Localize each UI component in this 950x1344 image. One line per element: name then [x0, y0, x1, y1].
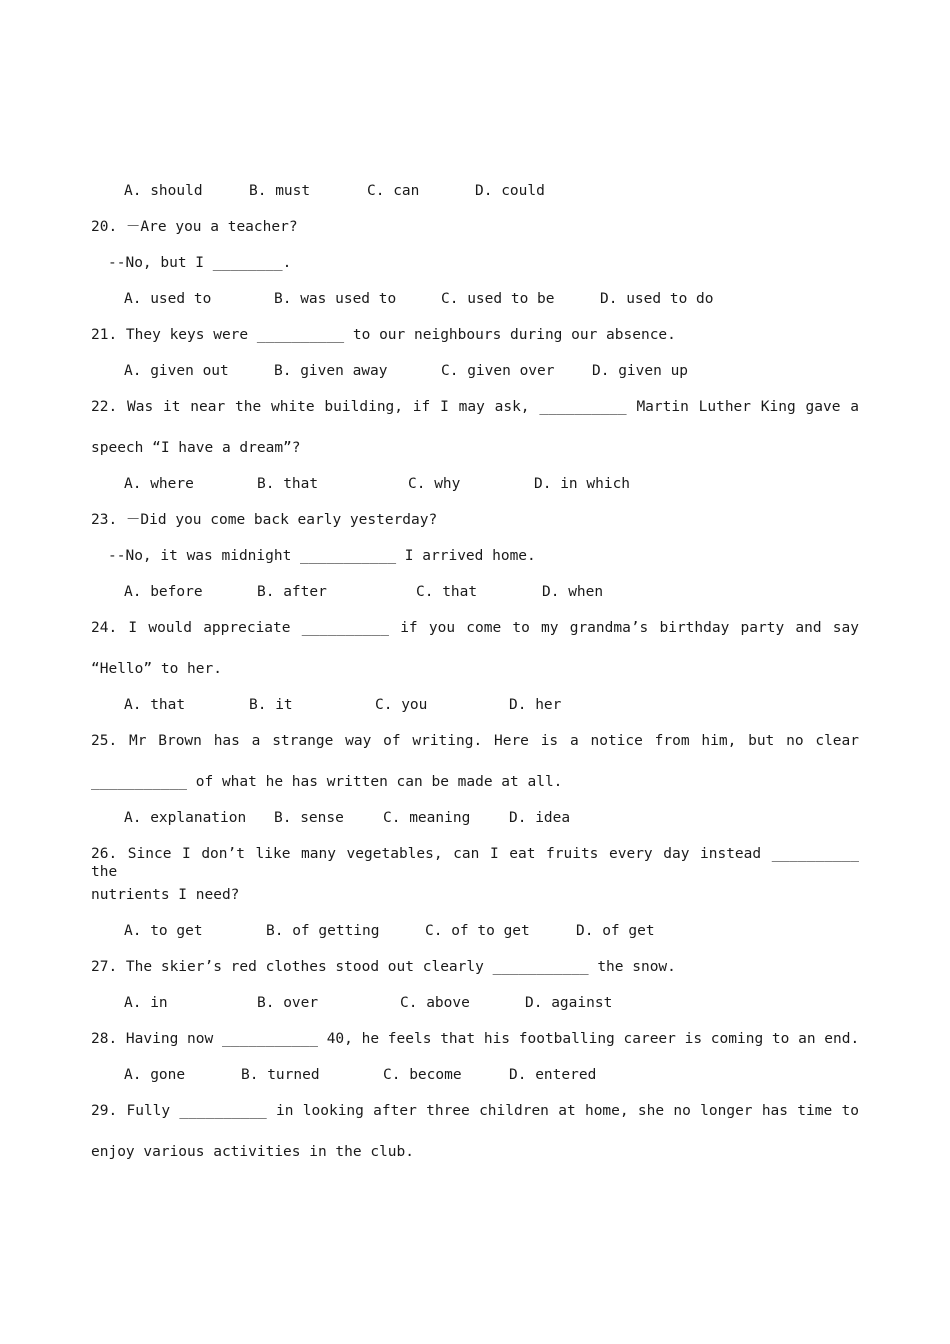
q26-option-d: D. of get — [576, 923, 655, 939]
q26-options — [124, 922, 655, 940]
q29-stem: 29. Fully __________ in looking after three children at home, she no longer has time to — [91, 1103, 859, 1119]
q23-option-b: B. after — [257, 584, 327, 600]
q22-stem-cont: speech “I have a dream”? — [91, 440, 301, 456]
q22-stem: 22. Was it near the white building, if I may ask, __________ Martin Luther King gave a — [91, 399, 859, 415]
q20-option-a: A. used to — [124, 291, 212, 307]
q27-options — [124, 994, 613, 1012]
q23-option-c: C. that — [416, 584, 478, 600]
q29-stem-cont: enjoy various activities in the club. — [91, 1144, 415, 1160]
q25-options — [124, 809, 571, 827]
q19-option-d: D. could — [475, 183, 545, 199]
q22-options — [124, 475, 631, 493]
q26-stem-cont: nutrients I need? — [91, 887, 240, 903]
q28-options — [124, 1066, 597, 1084]
q27-option-d: D. against — [525, 995, 613, 1011]
q26-option-b: B. of getting — [266, 923, 380, 939]
q22-option-a: A. where — [124, 476, 194, 492]
q28-option-d: D. entered — [509, 1067, 597, 1083]
q23-stem: 23. －Did you come back early yesterday? — [91, 512, 438, 528]
q21-stem: 21. They keys were __________ to our neighbours during our absence. — [91, 327, 676, 343]
q27-stem: 27. The skier’s red clothes stood out clearly ___________ the snow. — [91, 959, 676, 975]
q25-stem: 25. Mr Brown has a strange way of writing. Here is a notice from him, but no clear — [91, 733, 859, 749]
q28-option-c: C. become — [383, 1067, 462, 1083]
q28-stem: 28. Having now ___________ 40, he feels that his footballing career is coming to an end. — [91, 1031, 860, 1047]
q23-option-d: D. when — [542, 584, 604, 600]
q19-option-a: A. should — [124, 183, 203, 199]
q24-option-a: A. that — [124, 697, 186, 713]
q28-option-a: A. gone — [124, 1067, 186, 1083]
q24-stem-cont: “Hello” to her. — [91, 661, 222, 677]
q22-option-b: B. that — [257, 476, 319, 492]
q27-option-c: C. above — [400, 995, 470, 1011]
q25-option-d: D. idea — [509, 810, 571, 826]
q19-option-c: C. can — [367, 183, 420, 199]
q20-option-d: D. used to do — [600, 291, 714, 307]
q25-option-a: A. explanation — [124, 810, 247, 826]
q20-reply: --No, but I ________. — [108, 255, 292, 271]
q20-stem: 20. －Are you a teacher? — [91, 219, 298, 235]
q24-option-d: D. her — [509, 697, 562, 713]
q25-option-c: C. meaning — [383, 810, 471, 826]
q19-options — [124, 182, 545, 200]
q23-option-a: A. before — [124, 584, 203, 600]
q21-option-a: A. given out — [124, 363, 229, 379]
q26-option-a: A. to get — [124, 923, 203, 939]
q22-option-c: C. why — [408, 476, 461, 492]
q22-option-d: D. in which — [534, 476, 631, 492]
q24-stem: 24. I would appreciate __________ if you come to my grandma’s birthday party and say — [91, 620, 859, 636]
q21-option-d: D. given up — [592, 363, 689, 379]
q25-option-b: B. sense — [274, 810, 344, 826]
q20-options — [124, 290, 714, 308]
q23-reply: --No, it was midnight ___________ I arrived home. — [108, 548, 536, 564]
q20-option-b: B. was used to — [274, 291, 397, 307]
q27-option-a: A. in — [124, 995, 168, 1011]
q23-options — [124, 583, 604, 601]
q21-option-c: C. given over — [441, 363, 555, 379]
q26-option-c: C. of to get — [425, 923, 530, 939]
q28-option-b: B. turned — [241, 1067, 320, 1083]
q24-option-c: C. you — [375, 697, 428, 713]
q27-option-b: B. over — [257, 995, 319, 1011]
q19-option-b: B. must — [249, 183, 311, 199]
q26-stem: 26. Since I don’t like many vegetables, can I eat fruits every day instead __________ the — [91, 846, 859, 880]
q24-options — [124, 696, 562, 714]
q21-option-b: B. given away — [274, 363, 388, 379]
q24-option-b: B. it — [249, 697, 293, 713]
q20-option-c: C. used to be — [441, 291, 555, 307]
q25-stem-cont: ___________ of what he has written can be made at all. — [91, 774, 563, 790]
q21-options — [124, 362, 689, 380]
